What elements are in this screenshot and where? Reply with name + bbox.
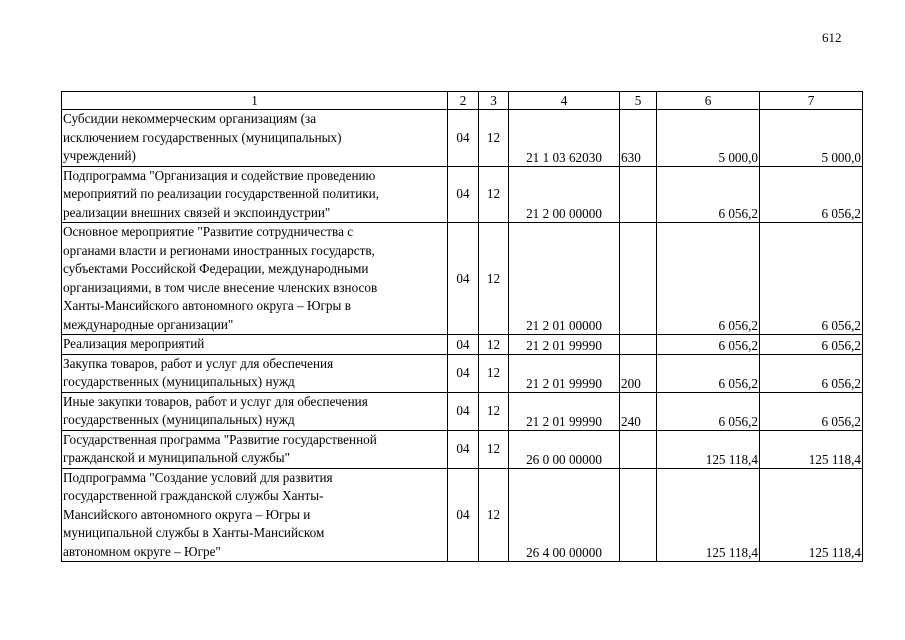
row-name xyxy=(62,110,448,167)
row-name-line: учреждений) xyxy=(63,148,136,163)
row-name-line: гражданской и муниципальной службы" xyxy=(63,450,291,465)
row-name-line: автономном округе – Югре" xyxy=(63,543,221,559)
row-name-line: организациями, в том числе внесение членских взносов xyxy=(63,279,378,295)
table-row xyxy=(62,430,863,468)
row-name xyxy=(62,354,448,392)
cell-subsection: 12 xyxy=(479,354,509,392)
cell-section: 04 xyxy=(448,354,479,392)
row-name xyxy=(62,166,448,223)
row-name-line: муниципальной службы в Ханты-Мансийском xyxy=(63,525,325,540)
cell-subsection: 12 xyxy=(479,392,509,430)
cell-amount-2: 125 118,4 xyxy=(760,430,863,468)
cell-expense-type: 200 xyxy=(620,354,657,392)
row-name-line: Иные закупки товаров, работ и услуг для обеспечения xyxy=(63,393,368,409)
cell-target-article: 26 4 00 00000 xyxy=(509,468,620,562)
row-name-line: исключением государственных (муниципальных) xyxy=(63,129,342,145)
row-name-line: Субсидии некоммерческим организациям (за xyxy=(63,111,317,126)
row-name-line: Закупка товаров, работ и услуг для обеспечения xyxy=(63,355,334,371)
cell-amount-1: 6 056,2 xyxy=(657,166,760,223)
row-name xyxy=(62,430,448,468)
row-name xyxy=(62,335,448,355)
cell-amount-1: 6 056,2 xyxy=(657,392,760,430)
column-header: 2 xyxy=(448,92,479,110)
cell-subsection: 12 xyxy=(479,166,509,223)
header-row xyxy=(62,92,863,110)
cell-subsection: 12 xyxy=(479,335,509,355)
cell-target-article: 21 2 01 99990 xyxy=(509,335,620,355)
table-row xyxy=(62,354,863,392)
row-name-line: субъектами Российской Федерации, международными xyxy=(63,261,369,276)
cell-amount-2: 6 056,2 xyxy=(760,335,863,355)
row-name-line: Реализация мероприятий xyxy=(63,336,205,351)
cell-section: 04 xyxy=(448,166,479,223)
cell-section: 04 xyxy=(448,223,479,335)
cell-section: 04 xyxy=(448,110,479,167)
cell-target-article: 21 2 01 00000 xyxy=(509,223,620,335)
column-header: 3 xyxy=(479,92,509,110)
cell-amount-1: 5 000,0 xyxy=(657,110,760,167)
cell-target-article: 21 2 01 99990 xyxy=(509,392,620,430)
cell-target-article: 26 0 00 00000 xyxy=(509,430,620,468)
cell-expense-type xyxy=(620,335,657,355)
cell-amount-2: 6 056,2 xyxy=(760,166,863,223)
row-name-line: реализации внешних связей и экспоиндустрии" xyxy=(63,204,331,220)
table-row xyxy=(62,335,863,355)
row-name-line: Подпрограмма "Организация и содействие проведению xyxy=(63,167,376,183)
cell-amount-2: 6 056,2 xyxy=(760,354,863,392)
cell-amount-2: 5 000,0 xyxy=(760,110,863,167)
cell-amount-1: 125 118,4 xyxy=(657,430,760,468)
cell-section: 04 xyxy=(448,468,479,562)
cell-expense-type: 630 xyxy=(620,110,657,167)
row-name-line: международные организации" xyxy=(63,316,234,332)
cell-target-article: 21 1 03 62030 xyxy=(509,110,620,167)
cell-amount-2: 6 056,2 xyxy=(760,223,863,335)
cell-subsection: 12 xyxy=(479,110,509,167)
row-name-line: Основное мероприятие "Развитие сотрудничества с xyxy=(63,224,354,239)
cell-section: 04 xyxy=(448,430,479,468)
column-header: 7 xyxy=(760,92,863,110)
row-name xyxy=(62,392,448,430)
cell-amount-1: 6 056,2 xyxy=(657,354,760,392)
row-name-line: органами власти и регионами иностранных государств, xyxy=(63,242,375,258)
cell-target-article: 21 2 01 99990 xyxy=(509,354,620,392)
cell-expense-type xyxy=(620,166,657,223)
cell-amount-1: 6 056,2 xyxy=(657,223,760,335)
cell-expense-type xyxy=(620,468,657,562)
page-number: 612 xyxy=(822,30,842,45)
cell-section: 04 xyxy=(448,392,479,430)
cell-expense-type: 240 xyxy=(620,392,657,430)
cell-subsection: 12 xyxy=(479,223,509,335)
row-name-line: государственной гражданской службы Ханты- xyxy=(63,488,324,503)
row-name-line: Подпрограмма "Создание условий для развития xyxy=(63,469,333,485)
cell-amount-1: 6 056,2 xyxy=(657,335,760,355)
table-row xyxy=(62,468,863,562)
budget-table xyxy=(61,91,863,562)
table-row xyxy=(62,166,863,223)
row-name-line: государственных (муниципальных) нужд xyxy=(63,412,295,427)
row-name xyxy=(62,468,448,562)
cell-amount-2: 6 056,2 xyxy=(760,392,863,430)
column-header: 5 xyxy=(620,92,657,110)
cell-subsection: 12 xyxy=(479,430,509,468)
cell-subsection: 12 xyxy=(479,468,509,562)
cell-expense-type xyxy=(620,430,657,468)
column-header: 4 xyxy=(509,92,620,110)
cell-amount-2: 125 118,4 xyxy=(760,468,863,562)
cell-amount-1: 125 118,4 xyxy=(657,468,760,562)
row-name-line: Ханты-Мансийского автономного округа – Югры в xyxy=(63,298,351,313)
row-name-line: государственных (муниципальных) нужд xyxy=(63,374,295,389)
table-row xyxy=(62,223,863,335)
row-name-line: Государственная программа "Развитие государственной xyxy=(63,431,377,447)
column-header: 1 xyxy=(62,92,448,110)
row-name xyxy=(62,223,448,335)
cell-section: 04 xyxy=(448,335,479,355)
table-row xyxy=(62,392,863,430)
row-name-line: Мансийского автономного округа – Югры и xyxy=(63,506,311,522)
row-name-line: мероприятий по реализации государственной политики, xyxy=(63,186,380,201)
cell-expense-type xyxy=(620,223,657,335)
column-header: 6 xyxy=(657,92,760,110)
cell-target-article: 21 2 00 00000 xyxy=(509,166,620,223)
table-row xyxy=(62,110,863,167)
